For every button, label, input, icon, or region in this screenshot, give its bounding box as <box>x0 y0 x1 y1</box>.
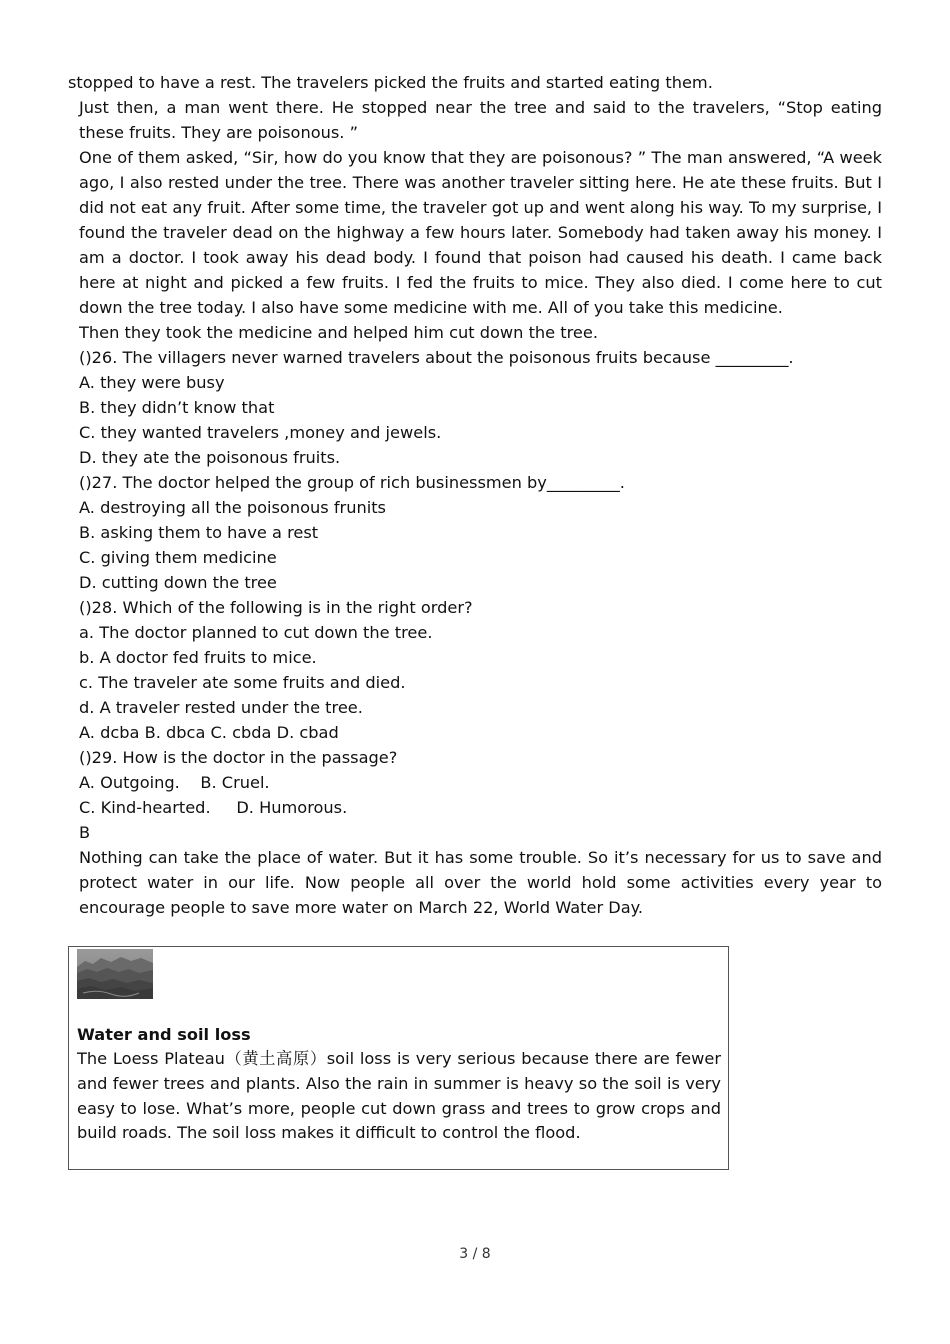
question-26-option-b: B. they didn’t know that <box>79 398 275 417</box>
page-number: 3 / 8 <box>459 1246 491 1262</box>
document-page <box>68 70 882 920</box>
question-29-stem: ()29. How is the doctor in the passage? <box>79 748 398 767</box>
box-title: Water and soil loss <box>77 1025 251 1044</box>
question-28-stem: ()28. Which of the following is in the right order? <box>79 598 473 617</box>
question-27-option-a: A. destroying all the poisonous frunits <box>79 498 386 517</box>
section-b-label: B <box>79 823 91 842</box>
passage-line: stopped to have a rest. The travelers picked the fruits and started eating them. <box>68 73 713 92</box>
question-28-item-b: b. A doctor fed fruits to mice. <box>79 648 317 667</box>
question-26-option-d: D. they ate the poisonous fruits. <box>79 448 341 467</box>
question-28-choices: A. dcba B. dbca C. cbda D. cbad <box>79 723 339 742</box>
question-28-item-a: a. The doctor planned to cut down the tree. <box>79 623 433 642</box>
passage-paragraph: Just then, a man went there. He stopped near the tree and said to the travelers, “Stop eating these fruits. They are poisonous. ” <box>79 98 882 142</box>
section-b-intro: Nothing can take the place of water. But it has some trouble. So it’s necessary for us to save and protect water in our life. Now people all over the world hold some activities every year to encourage people to save more water on March 22, World Water Day. <box>79 848 882 917</box>
water-soil-loss-box <box>68 946 729 1170</box>
passage-line: Then they took the medicine and helped him cut down the tree. <box>79 323 598 342</box>
question-28-item-c: c. The traveler ate some fruits and died. <box>79 673 406 692</box>
question-27-option-d: D. cutting down the tree <box>79 573 277 592</box>
question-28-item-d: d. A traveler rested under the tree. <box>79 698 363 717</box>
box-text: The Loess Plateau（黄土高原）soil loss is very serious because there are fewer and fewer trees and plants. Also the rain in summer is heavy so the soil is very easy to lose. What’s more, people cut down grass and trees to grow crops and build roads. The soil loss makes it difficult to control the flood. <box>77 1049 721 1143</box>
question-26-option-c: C. they wanted travelers ,money and jewels. <box>79 423 442 442</box>
question-29-options-row-1: A. Outgoing. B. Cruel. <box>79 773 270 792</box>
mountain-landscape-photo <box>77 949 153 999</box>
question-29-options-row-2: C. Kind-hearted. D. Humorous. <box>79 798 348 817</box>
passage-paragraph: One of them asked, “Sir, how do you know that they are poisonous? ” The man answered, “A week ago, I also rested under the tree. There was another traveler sitting here. He ate these fruits. But I did not eat any fruit. After some time, the traveler got up and went along his way. To my surprise, I found the traveler dead on the highway a few hours later. Somebody had taken away his money. I am a doctor. I took away his dead body. I found that poison had caused his death. I came back here at night and picked a few fruits. I fed the fruits to mice. They also died. I come here to cut down the tree today. I also have some medicine with me. All of you take this medicine. <box>79 148 882 317</box>
question-27-stem: ()27. The doctor helped the group of rich businessmen by_________. <box>79 473 625 492</box>
question-27-option-c: C. giving them medicine <box>79 548 277 567</box>
question-27-option-b: B. asking them to have a rest <box>79 523 319 542</box>
question-26-stem: ()26. The villagers never warned travelers about the poisonous fruits because _________. <box>79 348 794 367</box>
question-26-option-a: A. they were busy <box>79 373 225 392</box>
